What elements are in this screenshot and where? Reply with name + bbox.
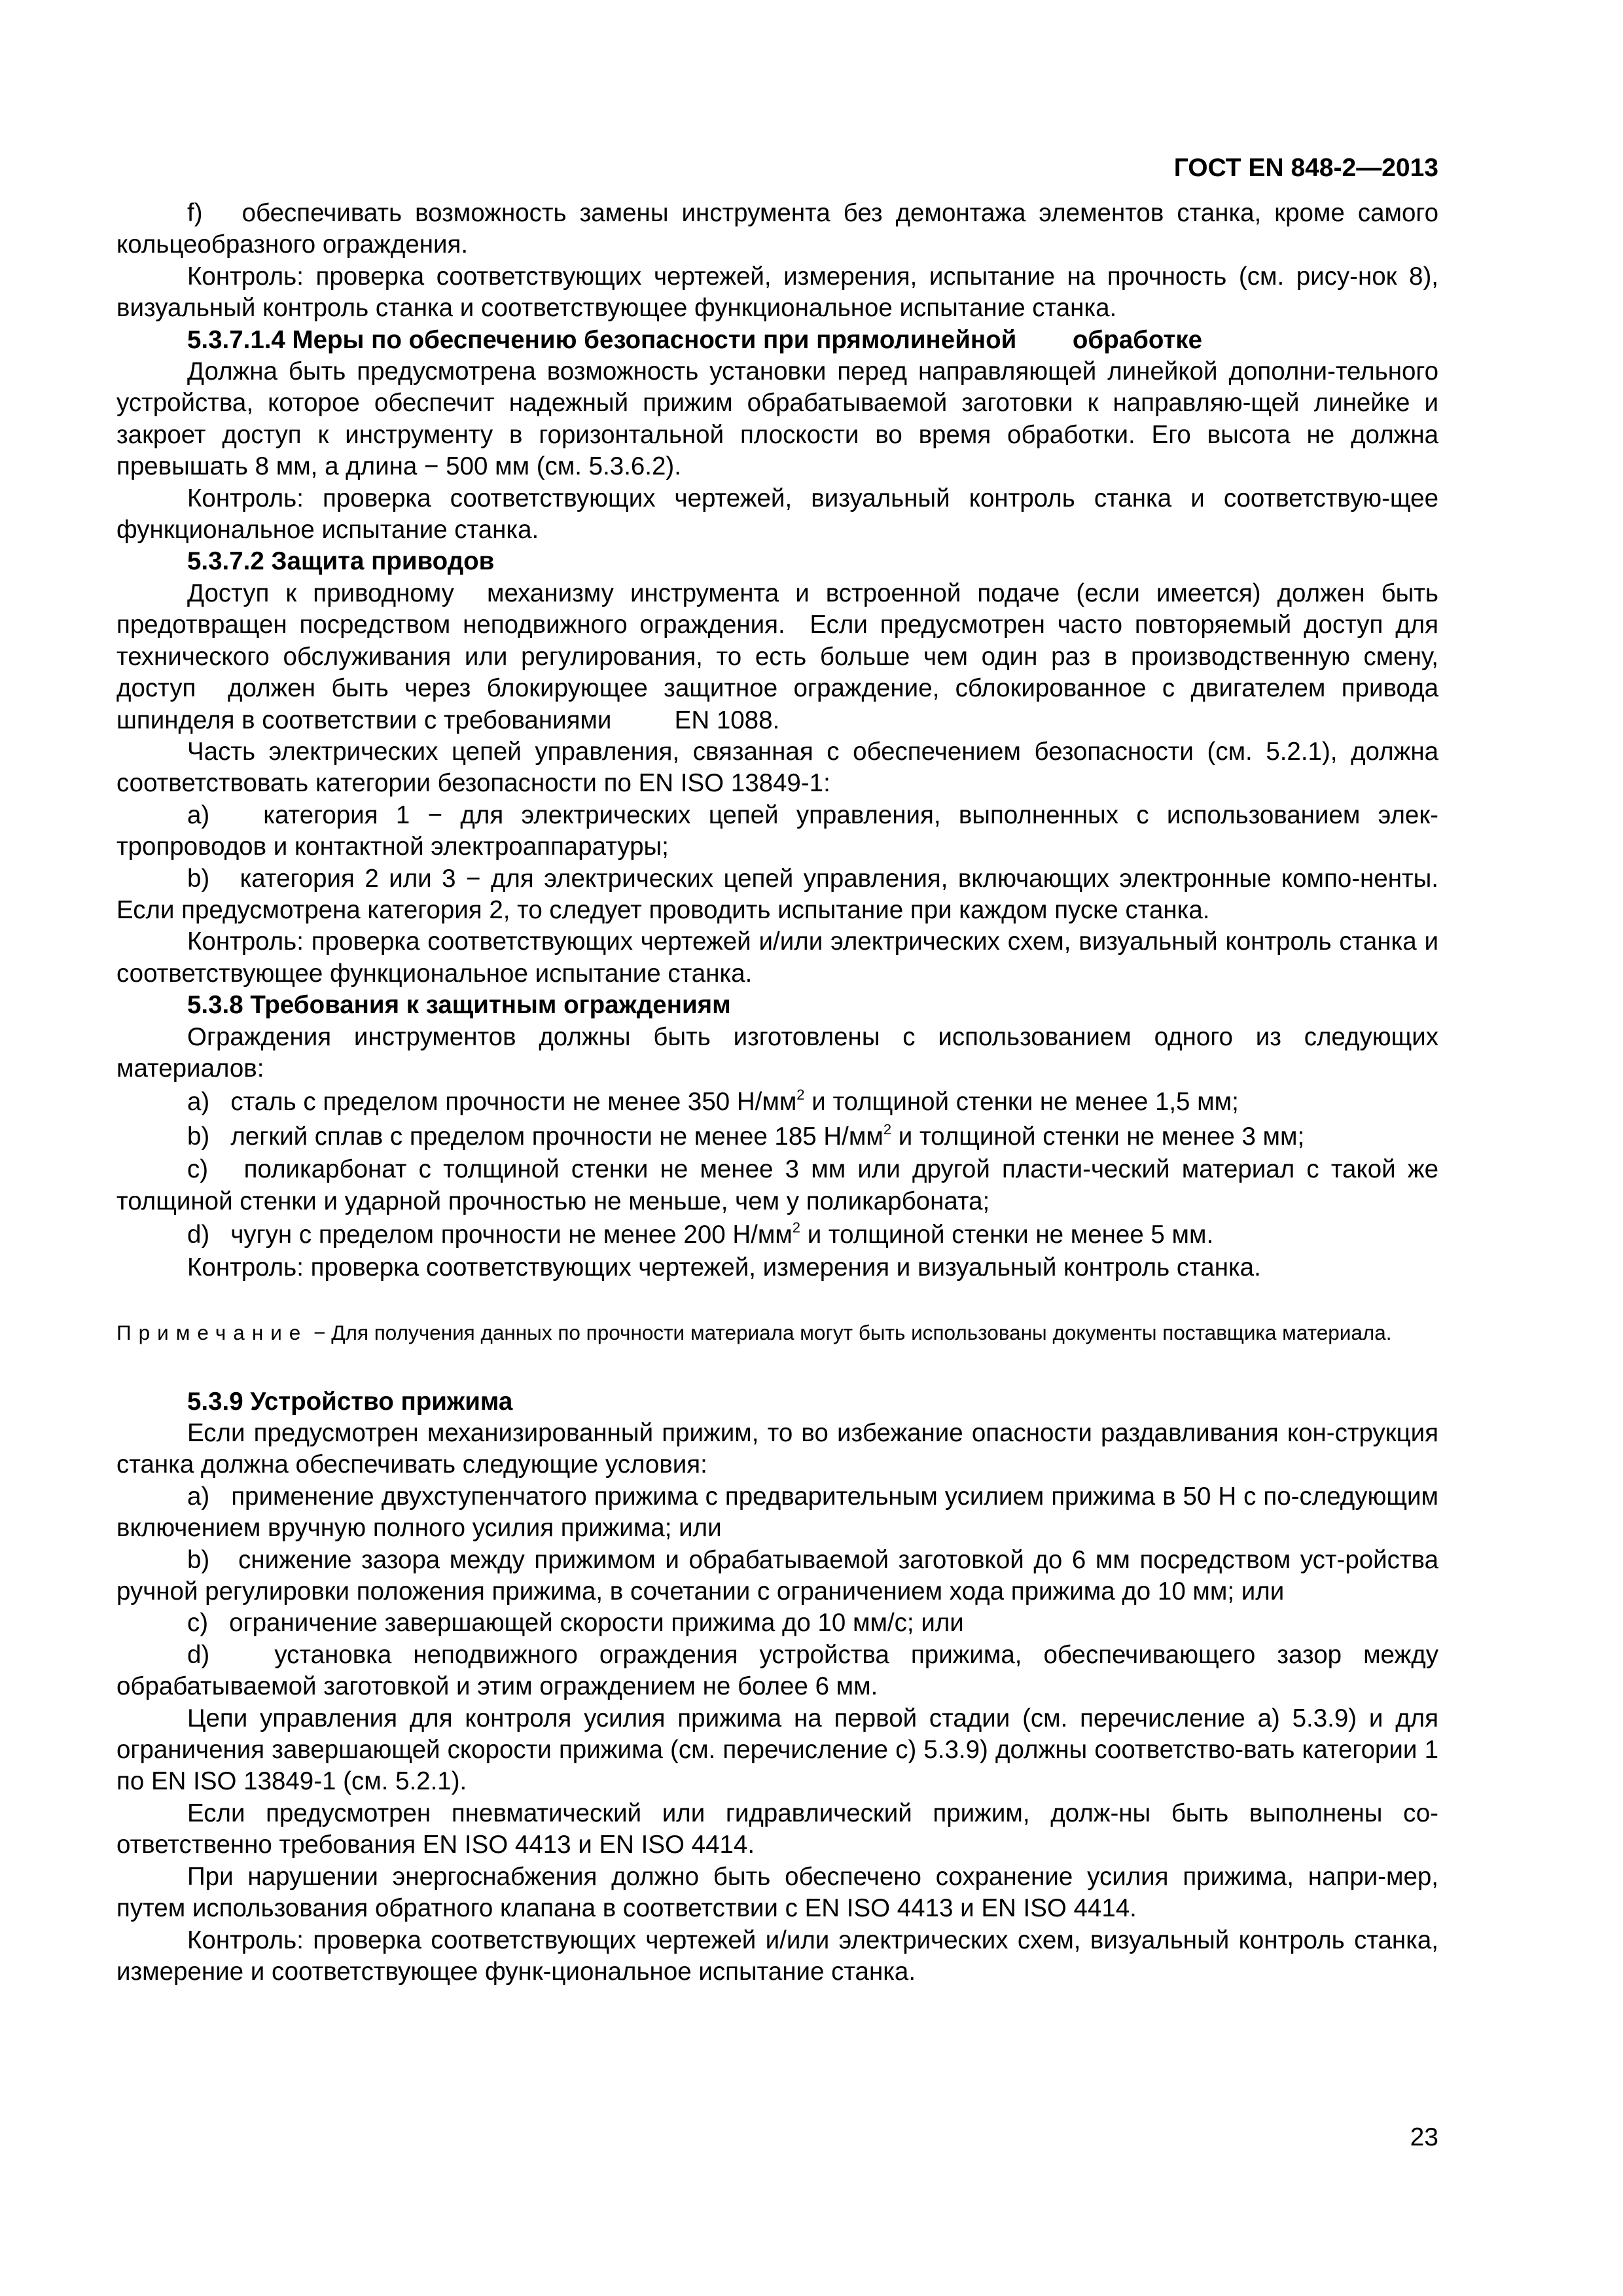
body-paragraph: Часть электрических цепей управления, связанная с обеспечением безопасности (см. 5.2.1), должна соответствовать категории безопасности по EN ISO 13849-1: [116,737,1438,798]
note-block [116,1318,1438,1347]
list-item-text: и толщиной стенки не менее 5 мм. [800,1221,1214,1249]
body-paragraph: Если предусмотрен пневматический или гидравлический прижим, долж-ны быть выполнены со-ответственно требования EN ISO 4413 и EN ISO 4414. [116,1799,1438,1859]
list-item-text: d) чугун с пределом прочности не менее 200 Н/мм [187,1221,793,1249]
control-paragraph: Контроль: проверка соответствующих чертежей и/или электрических схем, визуальный контроль станка, измерение и соответствующее функ-циональное испытание станка. [116,1926,1438,1986]
page-number: 23 [1410,2123,1438,2151]
document-body [116,198,1446,1988]
superscript-squared: 2 [883,1121,892,1138]
list-item-b: b) снижение зазора между прижимом и обрабатываемой заготовкой до 6 мм посредством уст-ройства ручной регулировки положения прижима, в сочетании с ограничением хода прижима до 10 мм; или [116,1545,1446,1606]
section-heading-5-3-7-1-4: 5.3.7.1.4 Меры по обеспечению безопасности при прямолинейной обработке [187,325,1202,354]
superscript-squared: 2 [792,1219,801,1236]
note-label: Примечание [116,1320,308,1344]
list-item-a [116,1085,1438,1119]
list-item-d [116,1217,1438,1252]
section-heading-5-3-8: 5.3.8 Требования к защитным ограждениям [187,991,731,1020]
body-paragraph: Доступ к приводному механизму инструмента и встроенной подаче (если имеется) должен быть предотвращен посредством неподвижного ограждения. Если предусмотрен часто повторяемый доступ для технического обслуживания или регулирования, то есть больше чем один раз в производственную смену, доступ должен быть через блокирующее защитное ограждение, сблокированное с двигателем привода шпинделя в соответствии с требованиями EN 1088. [116,579,1446,734]
body-paragraph: Цепи управления для контроля усилия прижима на первой стадии (см. перечисление а) 5.3.9) и для ограничения завершающей скорости прижима (см. перечисление с) 5.3.9) должны соответство-вать категории 1 по EN ISO 13849-1 (см. 5.2.1). [116,1704,1438,1796]
body-paragraph: Должна быть предусмотрена возможность установки перед направляющей линейкой дополни-тельного устройства, которое обеспечит надежный прижим обрабатываемой заготовки к направляю-щей линейке и закроет доступ к инструменту в горизонтальной плоскости во время обработки. Его высота не должна превышать 8 мм, а длина − 500 мм (см. 5.3.6.2). [116,357,1438,481]
standard-code-header: ГОСТ EN 848-2—2013 [1173,154,1438,182]
list-item-a: а) применение двухступенчатого прижима с предварительным усилием прижима в 50 Н с по-следующим включением вручную полного усилия прижима; или [116,1482,1446,1543]
control-paragraph: Контроль: проверка соответствующих чертежей и/или электрических схем, визуальный контроль станка и соответствующее функциональное испытание станка. [116,927,1438,988]
list-item-text: и толщиной стенки не менее 3 мм; [891,1122,1305,1151]
list-item-text: и толщиной стенки не менее 1,5 мм; [804,1088,1239,1117]
list-item-text: b) легкий сплав с пределом прочности не менее 185 Н/мм [187,1122,883,1151]
list-item-f: f) обеспечивать возможность замены инструмента без демонтажа элементов станка, кроме самого кольцеобразного ограждения. [116,199,1446,259]
control-paragraph: Контроль: проверка соответствующих чертежей, визуальный контроль станка и соответствую-щее функциональное испытание станка. [116,484,1438,545]
list-item-b [116,1119,1438,1154]
list-item-d: d) установка неподвижного ограждения устройства прижима, обеспечивающего зазор между обрабатываемой заготовкой и этим ограждением не более 6 мм. [116,1640,1446,1701]
list-item-b: b) категория 2 или 3 − для электрических цепей управления, включающих электронные компо-ненты. Если предусмотрена категория 2, то следует проводить испытание при каждом пуске станка. [116,864,1446,924]
control-paragraph: Контроль: проверка соответствующих чертежей, измерения и визуальный контроль станка. [187,1253,1261,1282]
note-text: − Для получения данных по прочности материала могут быть использованы документы поставщика материала. [308,1320,1392,1344]
body-paragraph: Ограждения инструментов должны быть изготовлены с использованием одного из следующих материалов: [116,1022,1438,1083]
list-item-a: а) категория 1 − для электрических цепей управления, выполненных с использованием элек-тропроводов и контактной электроаппаратуры; [116,800,1438,861]
section-heading-5-3-9: 5.3.9 Устройство прижима [187,1387,513,1416]
list-item-c: с) ограничение завершающей скорости прижима до 10 мм/с; или [187,1609,964,1638]
section-heading-5-3-7-2: 5.3.7.2 Защита приводов [187,547,495,576]
superscript-squared: 2 [796,1086,805,1103]
body-paragraph: Если предусмотрен механизированный прижим, то во избежание опасности раздавливания кон-струкция станка должна обеспечивать следующие условия: [116,1419,1438,1479]
list-item-c: с) поликарбонат с толщиной стенки не менее 3 мм или другой пласти-ческий материал с такой же толщиной стенки и ударной прочностью не меньше, чем у поликарбоната; [116,1155,1446,1215]
control-paragraph: Контроль: проверка соответствующих чертежей, измерения, испытание на прочность (см. рису-нок 8), визуальный контроль станка и соответствующее функциональное испытание станка. [116,262,1438,323]
list-item-text: а) сталь с пределом прочности не менее 350 Н/мм [187,1088,797,1117]
body-paragraph: При нарушении энергоснабжения должно быть обеспечено сохранение усилия прижима, напри-мер, путем использования обратного клапана в соответствии с EN ISO 4413 и EN ISO 4414. [116,1862,1438,1923]
